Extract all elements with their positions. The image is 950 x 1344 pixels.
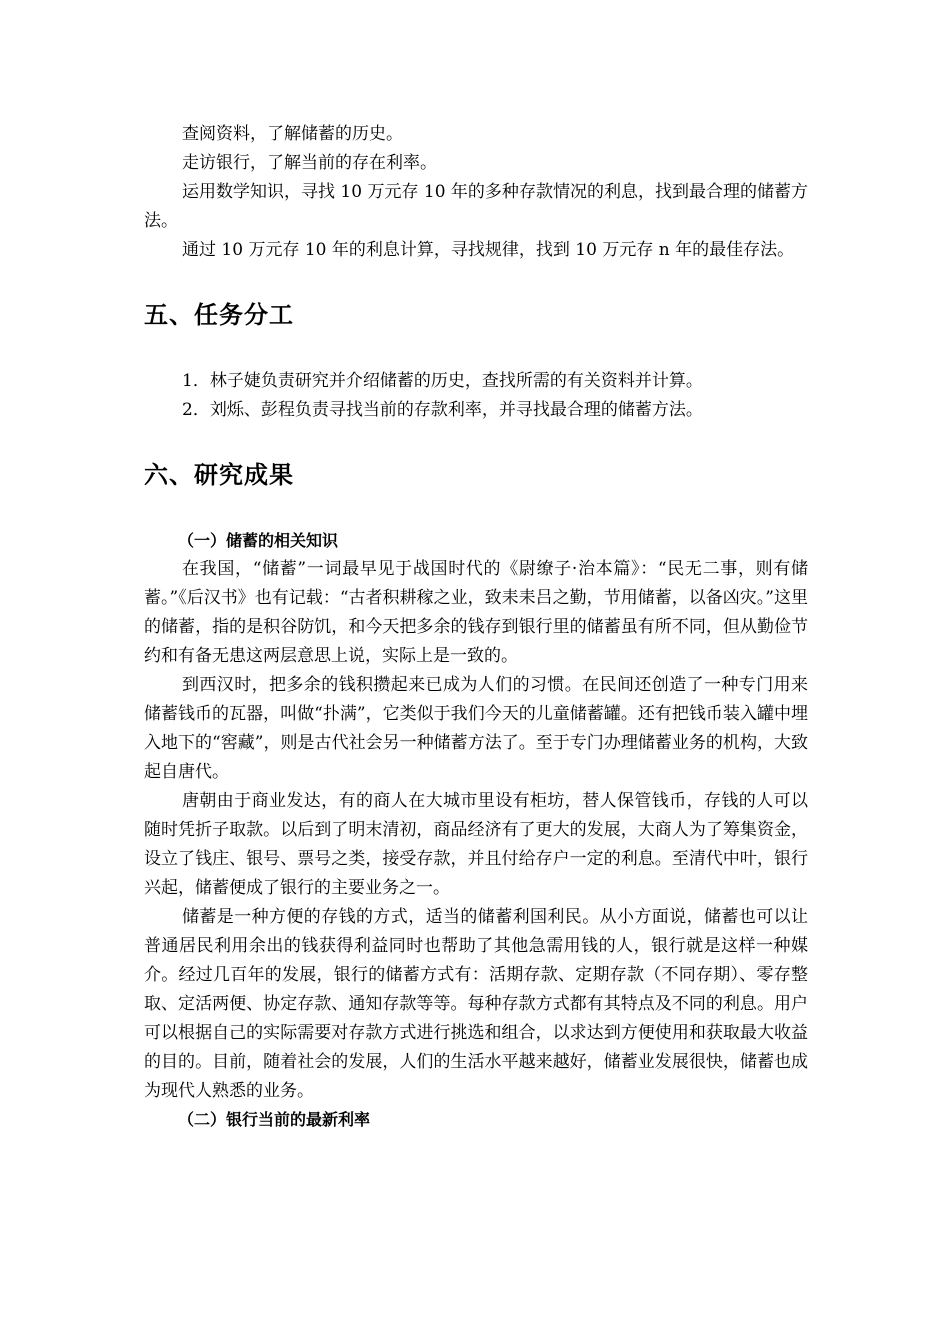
section-heading-results: 六、研究成果 <box>144 461 294 489</box>
results-paragraph-4: 储蓄是一种方便的存钱的方式，适当的储蓄利国利民。从小方面说，储蓄也可以让普通居民利用余出的钱获得利益同时也帮助了其他急需用钱的人，银行就是这样一种媒介。经过几百年的发展，银行的储蓄方式有：活期存款、定期存款（不同存期）、零存整取、定活两便、协定存款、通知存款等等。每种存款方式都有其特点及不同的利息。用户可以根据自己的实际需要对存款方式进行挑选和组合，以求达到方便使用和获取最大收益的目的。目前，随着社会的发展，人们的生活水平越来越好，储蓄业发展很快，储蓄也成为现代人熟悉的业务。 <box>144 907 808 1101</box>
intro-paragraph-2: 走访银行，了解当前的存在利率。 <box>182 153 437 173</box>
subheading-bank-rates: （二）银行当前的最新利率 <box>178 1110 371 1129</box>
intro-paragraph-1: 查阅资料，了解储蓄的历史。 <box>182 124 403 144</box>
task-item-1: 1．林子婕负责研究并介绍储蓄的历史，查找所需的有关资料并计算。 <box>182 371 703 391</box>
section-heading-task-division: 五、任务分工 <box>144 301 294 329</box>
results-paragraph-1: 在我国，“储蓄”一词最早见于战国时代的《尉缭子·治本篇》：“民无二事，则有储蓄。”《后汉书》也有记载：“古者积耕稼之业，致耒耒吕之勤，节用储蓄，以备凶灾。”这里的储蓄，指的是积谷防饥，和今天把多余的钱存到银行里的储蓄虽有所不同，但从勤俭节约和有备无患这两层意思上说，实际上是一致的。 <box>144 559 808 666</box>
results-paragraph-3: 唐朝由于商业发达，有的商人在大城市里设有柜坊，替人保管钱币，存钱的人可以随时凭折子取款。以后到了明末清初，商品经济有了更大的发展，大商人为了筹集资金，设立了钱庄、银号、票号之类，接受存款，并且付给存户一定的利息。至清代中叶，银行兴起，储蓄便成了银行的主要业务之一。 <box>144 791 808 898</box>
subheading-savings-knowledge: （一）储蓄的相关知识 <box>178 531 339 550</box>
intro-paragraph-3: 运用数学知识，寻找 10 万元存 10 年的多种存款情况的利息，找到最合理的储蓄方法。 <box>144 182 808 231</box>
page-content <box>144 120 808 1134</box>
intro-paragraph-4: 通过 10 万元存 10 年的利息计算，寻找规律，找到 10 万元存 n 年的最佳存法。 <box>182 240 795 260</box>
results-paragraph-2: 到西汉时，把多余的钱积攒起来已成为人们的习惯。在民间还创造了一种专门用来储蓄钱币的瓦器，叫做“扑满”，它类似于我们今天的儿童储蓄罐。还有把钱币装入罐中埋入地下的“窖藏”，则是古代社会另一种储蓄方法了。至于专门办理储蓄业务的机构，大致起自唐代。 <box>144 675 808 782</box>
task-item-2: 2．刘烁、彭程负责寻找当前的存款利率，并寻找最合理的储蓄方法。 <box>182 400 703 420</box>
